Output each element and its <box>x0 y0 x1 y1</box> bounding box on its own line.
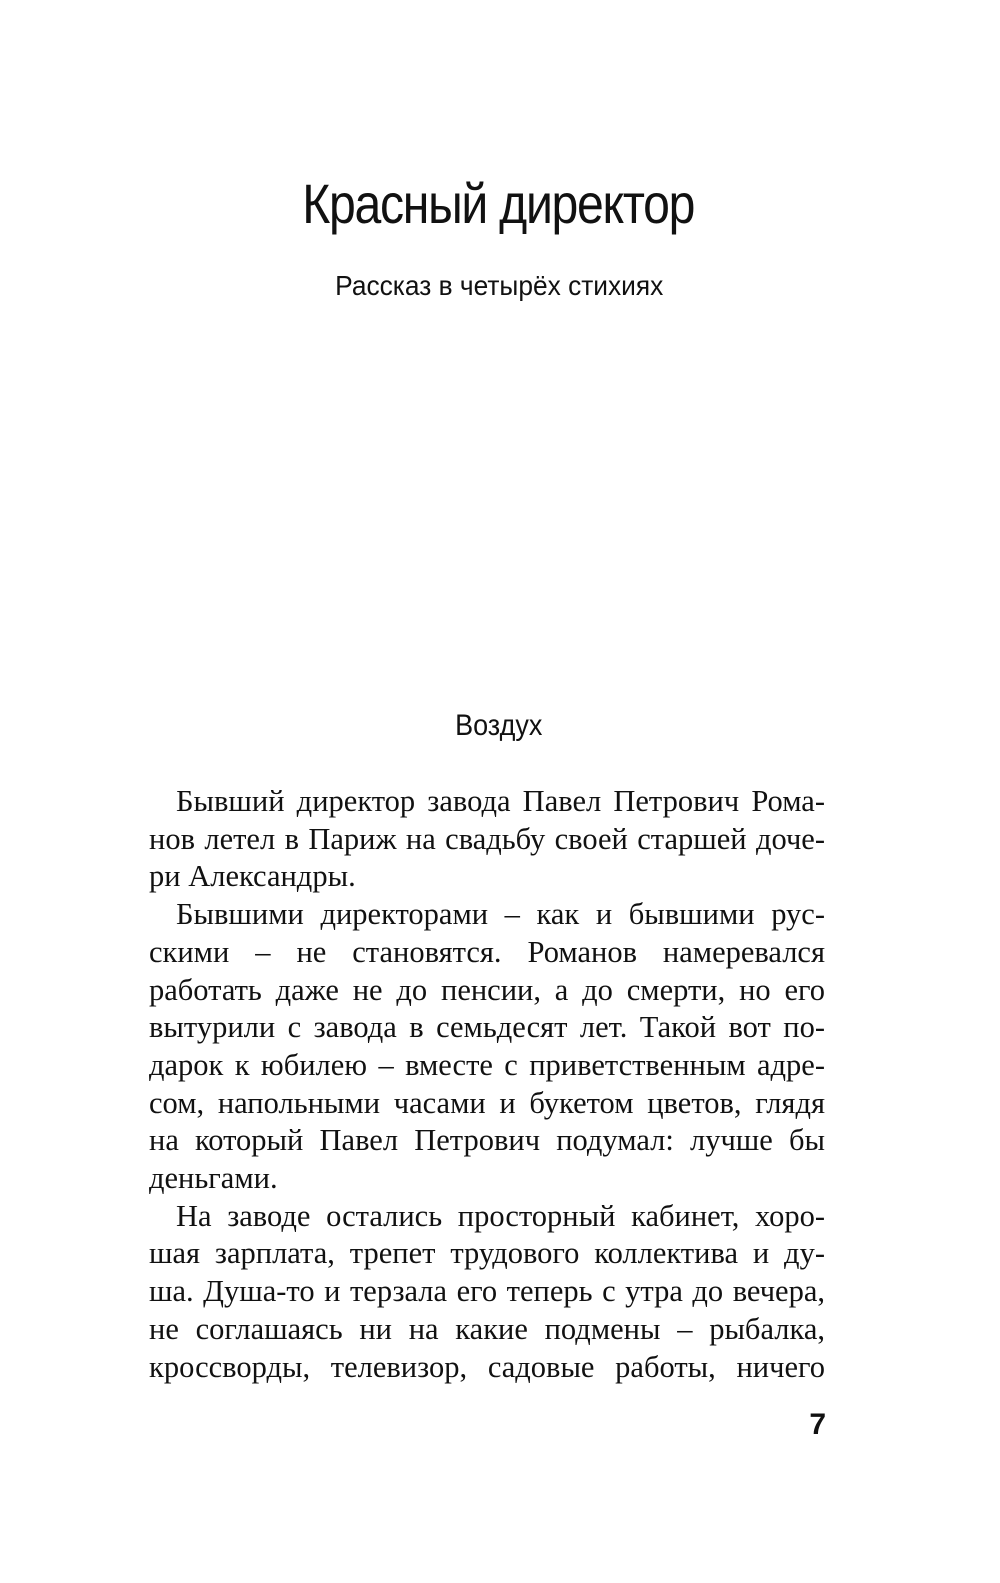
chapter-subtitle: Рассказ в четырёх стихиях <box>335 270 664 301</box>
paragraph-3 <box>149 1198 825 1387</box>
text-line: шая зарплата, трепет трудового коллектива и ду- <box>149 1236 825 1271</box>
chapter-title: Красный директор <box>302 172 695 235</box>
text-line: нов летел в Париж на свадьбу своей старшей доче- <box>149 821 825 856</box>
text-line: ри Александры. <box>149 859 356 894</box>
text-line: дарок к юбилею – вместе с приветственным адре- <box>149 1047 825 1082</box>
paragraph-2 <box>149 896 825 1198</box>
text-line: Бывшими директорами – как и бывшими рус- <box>176 897 825 932</box>
section-heading: Воздух <box>455 709 543 742</box>
text-line: работать даже не до пенсии, а до смерти, но его <box>149 972 825 1007</box>
text-line: кроссворды, телевизор, садовые работы, ничего <box>149 1349 825 1384</box>
text-line: деньгами. <box>149 1161 278 1196</box>
text-line: скими – не становятся. Романов намеревался <box>149 934 825 969</box>
text-line: На заводе остались просторный кабинет, хоро- <box>176 1198 825 1233</box>
paragraph-1 <box>149 783 825 896</box>
text-line: вытурили с завода в семьдесят лет. Такой вот по- <box>149 1010 825 1045</box>
text-line: на который Павел Петрович подумал: лучше бы <box>149 1123 825 1158</box>
text-line: ша. Душа-то и терзала его теперь с утра до вечера, <box>149 1274 825 1309</box>
text-line: Бывший директор завода Павел Петрович Рома- <box>176 784 825 818</box>
text-line: не соглашаясь ни на какие подмены – рыбалка, <box>149 1311 825 1346</box>
page-number: 7 <box>809 1408 826 1441</box>
body-text <box>149 783 825 1386</box>
text-line: сом, напольными часами и букетом цветов, глядя <box>149 1085 825 1120</box>
